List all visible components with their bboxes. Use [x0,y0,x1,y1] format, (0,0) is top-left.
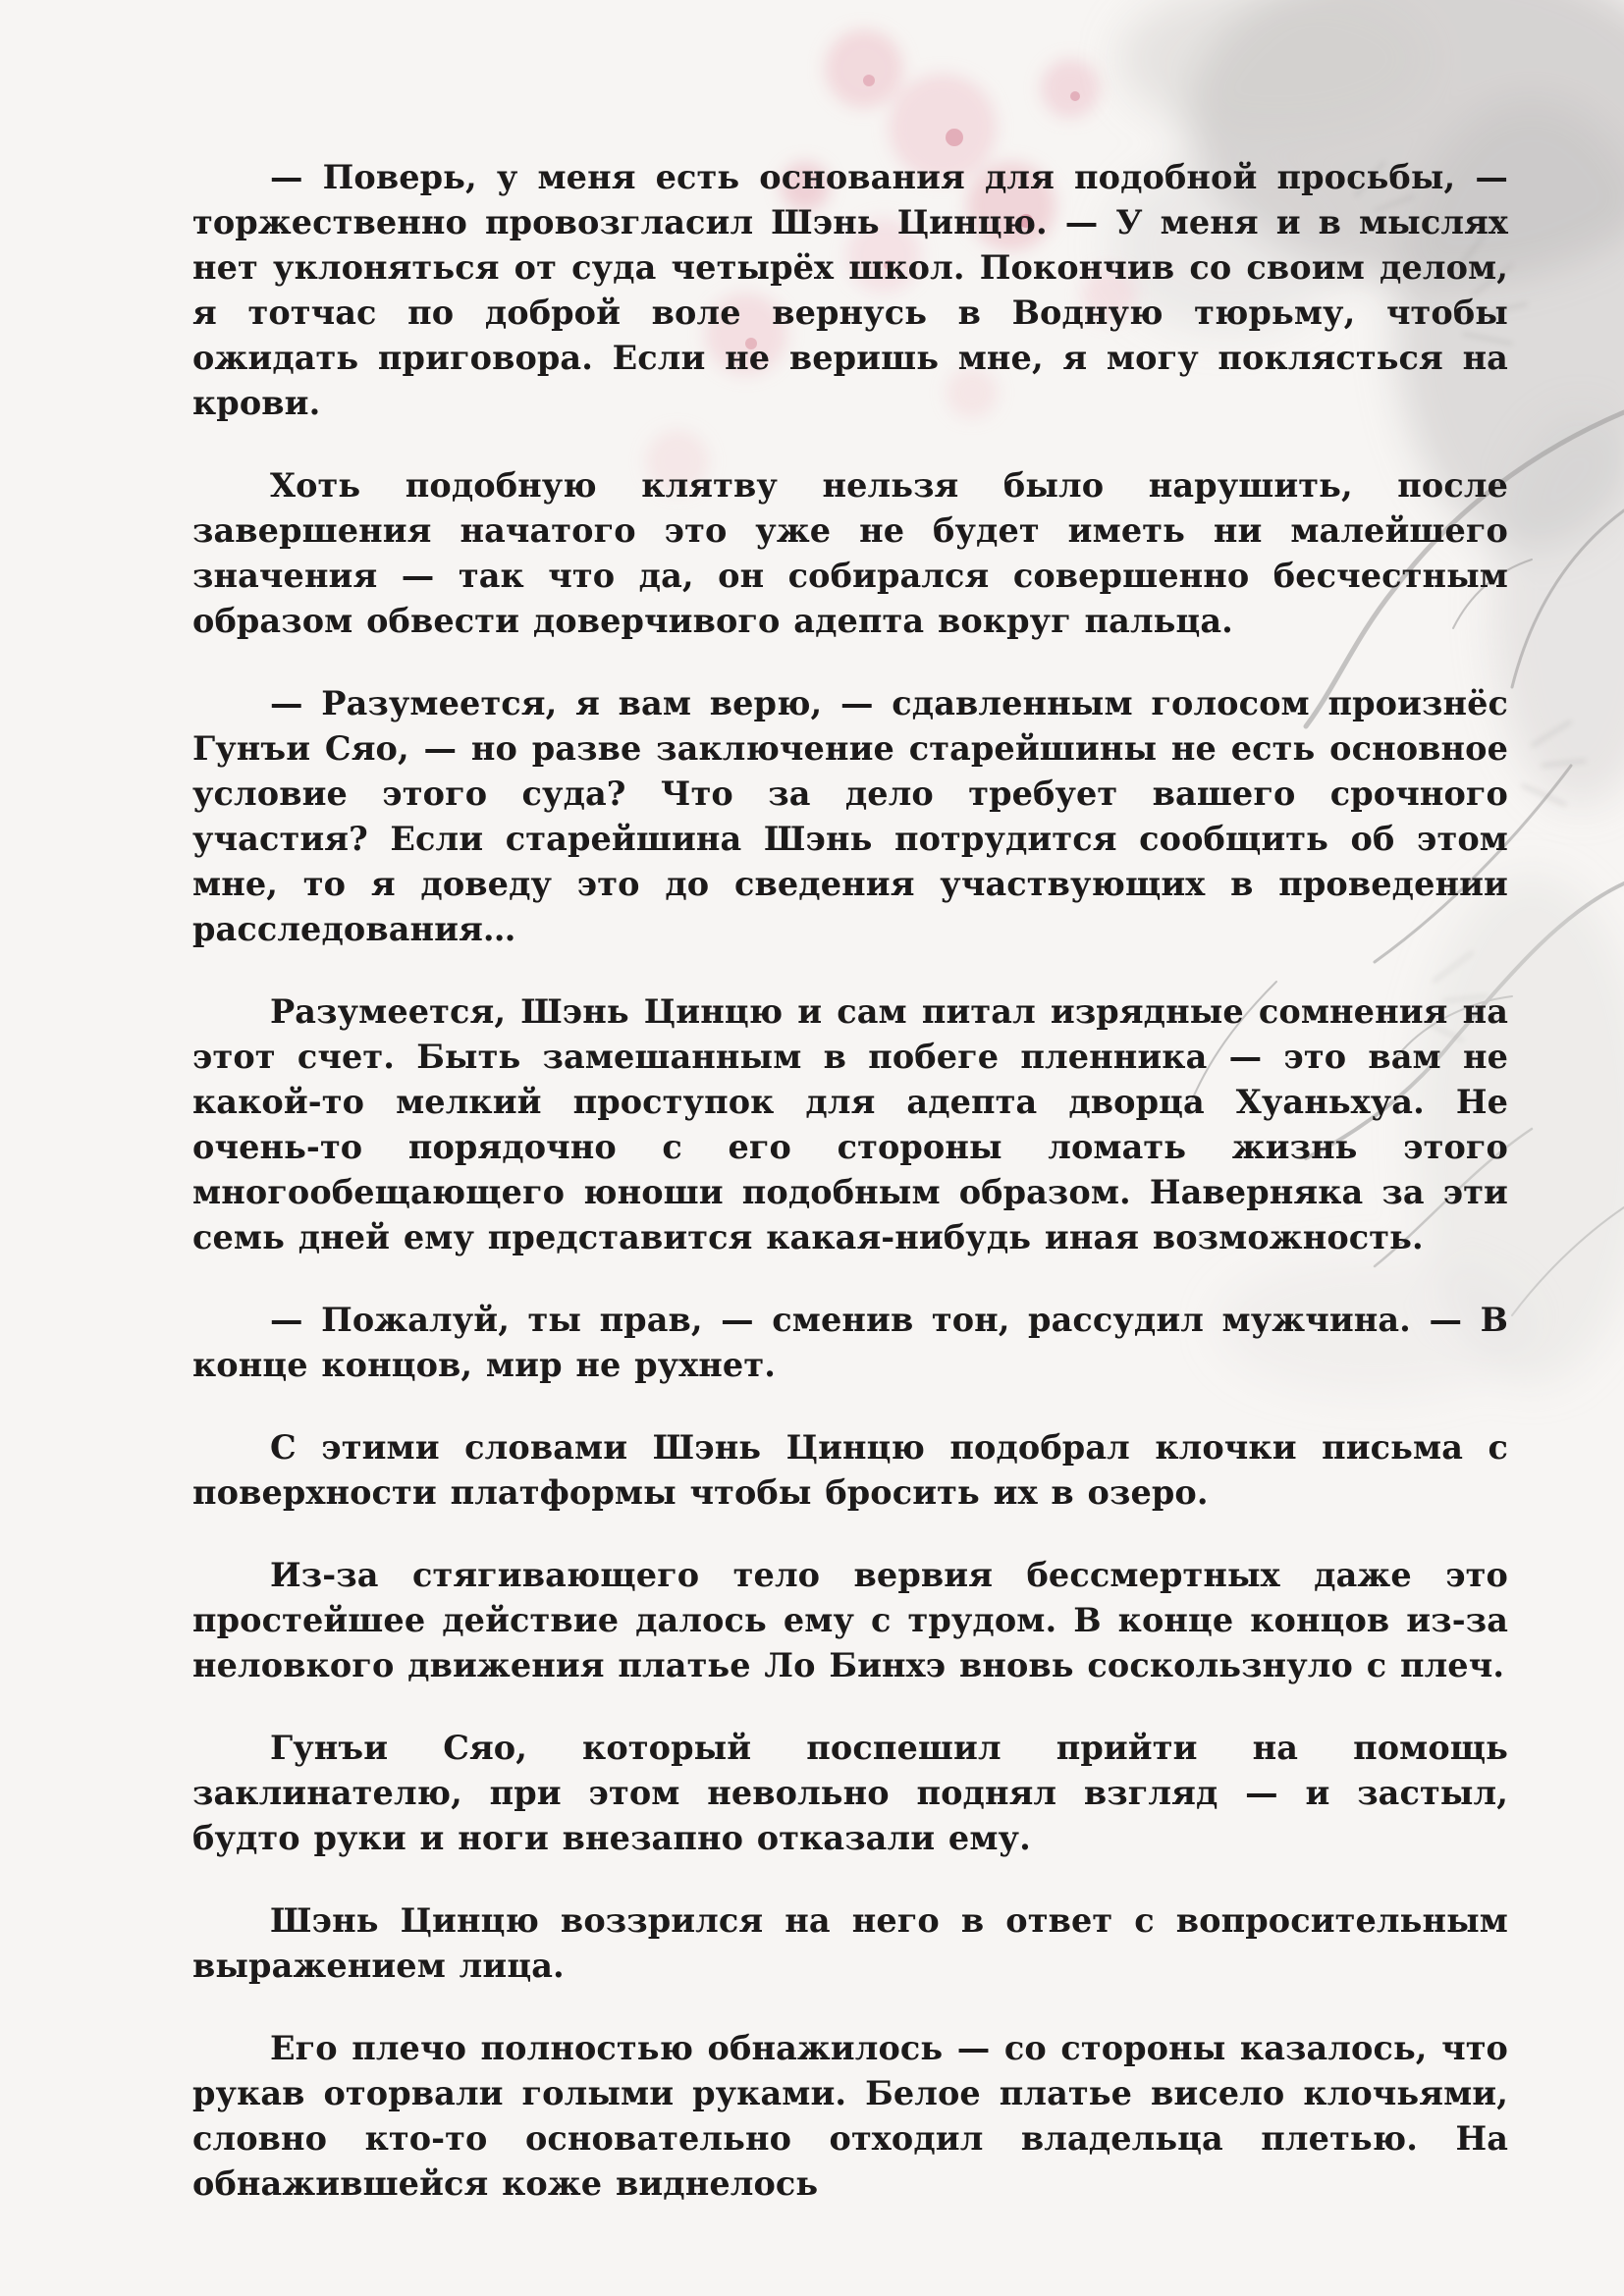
book-page-text [192,155,1508,2244]
paragraph: Шэнь Цинцю воззрился на него в ответ с вопросительным выражением лица. [192,1901,1508,1985]
paragraph: — Пожалуй, ты прав, — сменив тон, рассудил мужчина. — В конце концов, мир не рухнет. [192,1301,1508,1384]
paragraph: — Поверь, у меня есть основания для подобной просьбы, — торжественно провозгласил Шэнь Цинцю. — У меня и в мыслях нет уклоняться от суда четырёх школ. Покончив со своим делом, я тотчас по доброй воле вернусь в Водную тюрьму, чтобы ожидать приговора. Если не веришь мне, я могу поклясться на крови. [192,158,1508,422]
paragraph: Из-за стягивающего тело вервия бессмертных даже это простейшее действие далось ему с трудом. В конце концов из-за неловкого движения платье Ло Бинхэ вновь соскользнуло с плеч. [192,1556,1508,1684]
paragraph: Разумеется, Шэнь Цинцю и сам питал изрядные сомнения на этот счет. Быть замешанным в побеге пленника — это вам не какой-то мелкий проступок для адепта дворца Хуаньхуа. Не очень-то порядочно с его стороны ломать жизнь этого многообещающего юноши подобным образом. Наверняка за эти семь дней ему представится какая-нибудь иная возможность. [192,992,1508,1256]
paragraph: Его плечо полностью обнажилось — со стороны казалось, что рукав оторвали голыми руками. Белое платье висело клочьями, словно кто-то основательно отходил владельца плетью. На обнажившейся коже виднелось [192,2029,1508,2203]
paragraph: С этими словами Шэнь Цинцю подобрал клочки письма с поверхности платформы чтобы бросить их в озеро. [192,1428,1508,1512]
paragraph: Хоть подобную клятву нельзя было нарушить, после завершения начатого это уже не будет иметь ни малейшего значения — так что да, он собирался совершенно бесчестным образом обвести доверчивого адепта вокруг пальца. [192,466,1508,640]
paragraph: — Разумеется, я вам верю, — сдавленным голосом произнёс Гунъи Сяо, — но разве заключение старейшины не есть основное условие этого суда? Что за дело требует вашего срочного участия? Если старейшина Шэнь потрудится сообщить об этом мне, то я доведу это до сведения участвующих в проведении расследования… [192,684,1508,948]
paragraph: Гунъи Сяо, который поспешил прийти на помощь заклинателю, при этом невольно поднял взгляд — и застыл, будто руки и ноги внезапно отказали ему. [192,1729,1508,1857]
